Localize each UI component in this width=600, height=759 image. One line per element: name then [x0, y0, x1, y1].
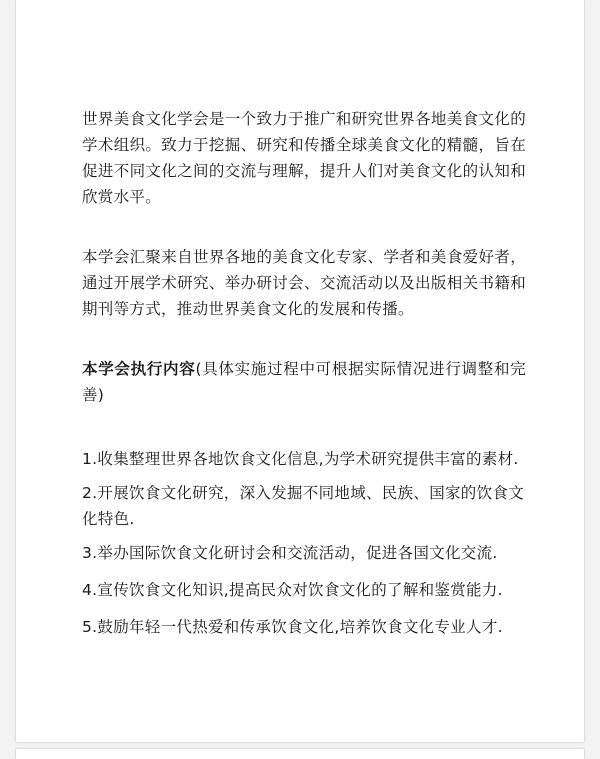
intro-paragraph: 世界美食文化学会是一个致力于推广和研究世界各地美食文化的学术组织。致力于挖掘、研究和传播全球美食文化的精髓，旨在促进不同文化之间的交流与理解，提升人们对美食文化的认知和欣赏水平。	[82, 110, 526, 206]
section-heading-title: 本学会执行内容	[82, 360, 196, 378]
list-item: 1.收集整理世界各地饮食文化信息,为学术研究提供丰富的素材.	[82, 450, 519, 468]
section-heading	[82, 356, 526, 408]
list-item: 4.宣传饮食文化知识,提高民众对饮食文化的了解和鉴赏能力.	[82, 581, 503, 599]
next-page-edge	[16, 749, 584, 759]
list-item: 3.举办国际饮食文化研讨会和交流活动，促进各国文化交流.	[82, 544, 498, 562]
list-item: 2.开展饮食文化研究，深入发掘不同地域、民族、国家的饮食文化特色.	[82, 484, 524, 528]
section-heading-note: (具体实施过程中可根据实际情况进行调整和完善)	[82, 360, 526, 404]
list-item: 5.鼓励年轻一代热爱和传承饮食文化,培养饮食文化专业人才.	[82, 618, 503, 636]
mission-paragraph: 本学会汇聚来自世界各地的美食文化专家、学者和美食爱好者，通过开展学术研究、举办研讨会、交流活动以及出版相关书籍和期刊等方式，推动世界美食文化的发展和传播。	[82, 248, 526, 318]
content-list	[82, 446, 526, 651]
document-page	[16, 0, 584, 742]
